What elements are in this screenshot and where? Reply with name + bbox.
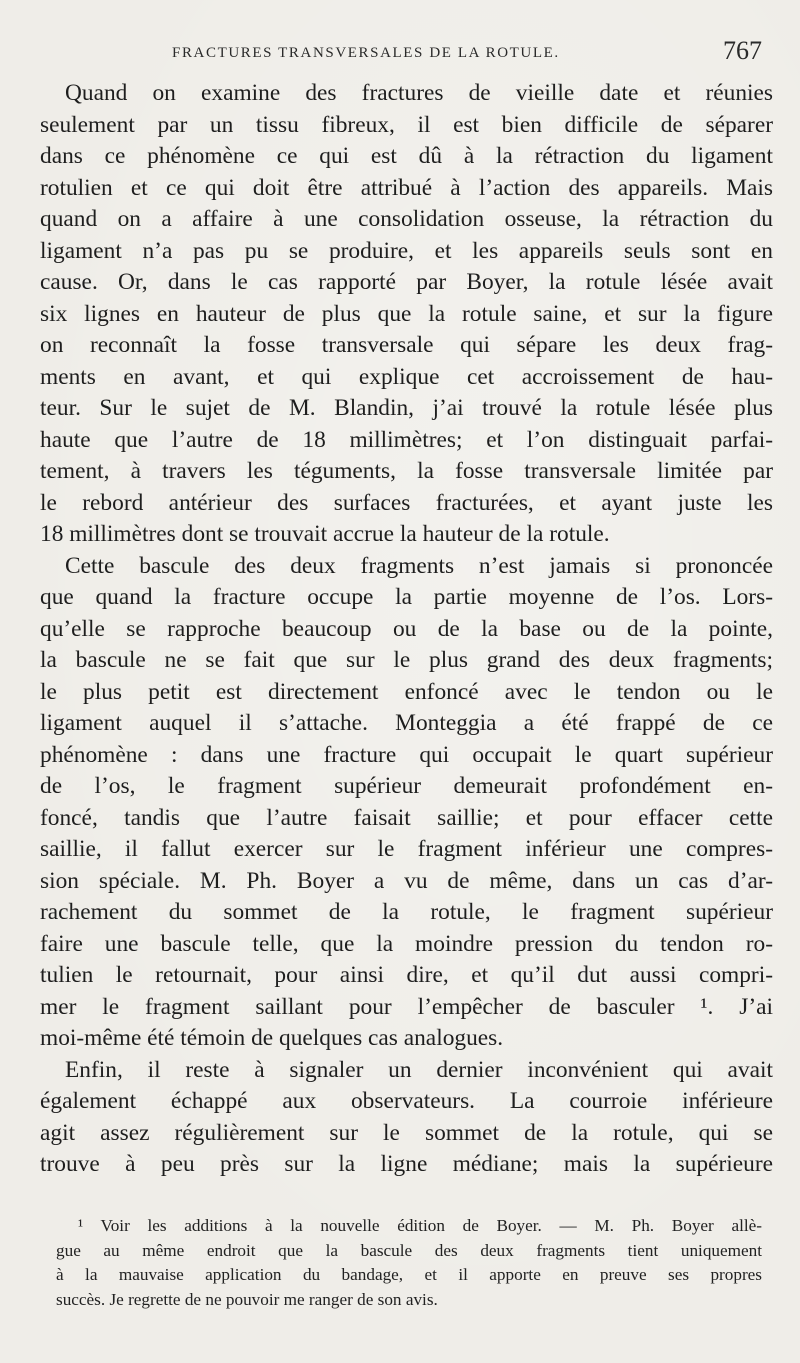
- text-line: seulement par un tissu fibreux, il est bien difficile de séparer: [40, 111, 773, 138]
- text-line: mer le fragment saillant pour l’empêcher de basculer ¹. J’ai: [40, 993, 773, 1020]
- text-line: le rebord antérieur des surfaces fracturées, et ayant juste les: [40, 489, 773, 516]
- text-line: foncé, tandis que l’autre faisait saillie; et pour effacer cette: [40, 804, 773, 831]
- text-line: faire une bascule telle, que la moindre pression du tendon ro-: [40, 930, 773, 957]
- text-line: saillie, il fallut exercer sur le fragment inférieur une compres-: [40, 836, 773, 862]
- footnote-line: succès. Je regrette de ne pouvoir me ranger de son avis.: [56, 1289, 438, 1309]
- text-line: haute que l’autre de 18 millimètres; et l’on distinguait parfai-: [40, 426, 773, 453]
- text-line: rotulien et ce qui doit être attribué à l’action des appareils. Mais: [40, 174, 773, 201]
- text-line: Quand on examine des fractures de vieille date et réunies: [65, 80, 773, 106]
- text-line: Cette bascule des deux fragments n’est jamais si prononcée: [65, 552, 773, 579]
- text-line: dans ce phénomène ce qui est dû à la rétraction du ligament: [40, 143, 773, 169]
- text-line: phénomène : dans une fracture qui occupait le quart supérieur: [40, 741, 773, 768]
- text-line: sion spéciale. M. Ph. Boyer a vu de même, dans un cas d’ar-: [40, 867, 773, 894]
- text-line: cause. Or, dans le cas rapporté par Boyer, la rotule lésée avait: [40, 269, 773, 295]
- text-line: tement, à travers les téguments, la fosse transversale limitée par: [40, 458, 773, 484]
- text-line: tulien le retournait, pour ainsi dire, et qu’il dut aussi compri-: [40, 962, 773, 988]
- text-line: qu’elle se rapproche beaucoup ou de la base ou de la pointe,: [40, 615, 773, 642]
- text-line: rachement du sommet de la rotule, le fragment supérieur: [40, 899, 773, 925]
- text-line: ligament auquel il s’attache. Monteggia a été frappé de ce: [40, 710, 773, 736]
- running-title: FRACTURES TRANSVERSALES DE LA ROTULE.: [172, 45, 560, 61]
- text-line: de l’os, le fragment supérieur demeurait profondément en-: [40, 773, 773, 799]
- text-line: moi-même été témoin de quelques cas analogues.: [40, 1025, 504, 1051]
- text-line: ligament n’a pas pu se produire, et les appareils seuls sont en: [40, 237, 773, 264]
- running-head: [0, 38, 800, 68]
- text-line: 18 millimètres dont se trouvait accrue la hauteur de la rotule.: [40, 521, 610, 547]
- text-line: la bascule ne se fait que sur le plus grand des deux fragments;: [40, 647, 773, 673]
- text-line: on reconnaît la fosse transversale qui sépare les deux frag-: [40, 332, 773, 358]
- footnote: [56, 1214, 762, 1312]
- footnote-line: gue au même endroit que la bascule des deux fragments tient uniquement: [56, 1240, 762, 1260]
- body-text: [40, 78, 773, 1181]
- text-line: le plus petit est directement enfoncé avec le tendon ou le: [40, 678, 773, 705]
- text-line: que quand la fracture occupe la partie moyenne de l’os. Lors-: [40, 584, 773, 610]
- footnote-line: ¹ Voir les additions à la nouvelle édition de Boyer. — M. Ph. Boyer allè-: [78, 1216, 762, 1235]
- text-line: ments en avant, et qui explique cet accroissement de hau-: [40, 363, 773, 390]
- footnote-line: à la mauvaise application du bandage, et il apporte en preuve ses propres: [56, 1265, 762, 1284]
- text-line: Enfin, il reste à signaler un dernier inconvénient qui avait: [65, 1056, 773, 1083]
- text-line: également échappé aux observateurs. La courroie inférieure: [40, 1088, 773, 1114]
- text-line: quand on a affaire à une consolidation osseuse, la rétraction du: [40, 206, 773, 232]
- text-line: agit assez régulièrement sur le sommet de la rotule, qui se: [40, 1119, 773, 1146]
- text-line: six lignes en hauteur de plus que la rotule saine, et sur la figure: [40, 300, 773, 327]
- page-number: 767: [723, 36, 762, 65]
- text-line: trouve à peu près sur la ligne médiane; mais la supérieure: [40, 1151, 773, 1177]
- text-line: teur. Sur le sujet de M. Blandin, j’ai trouvé la rotule lésée plus: [40, 395, 773, 421]
